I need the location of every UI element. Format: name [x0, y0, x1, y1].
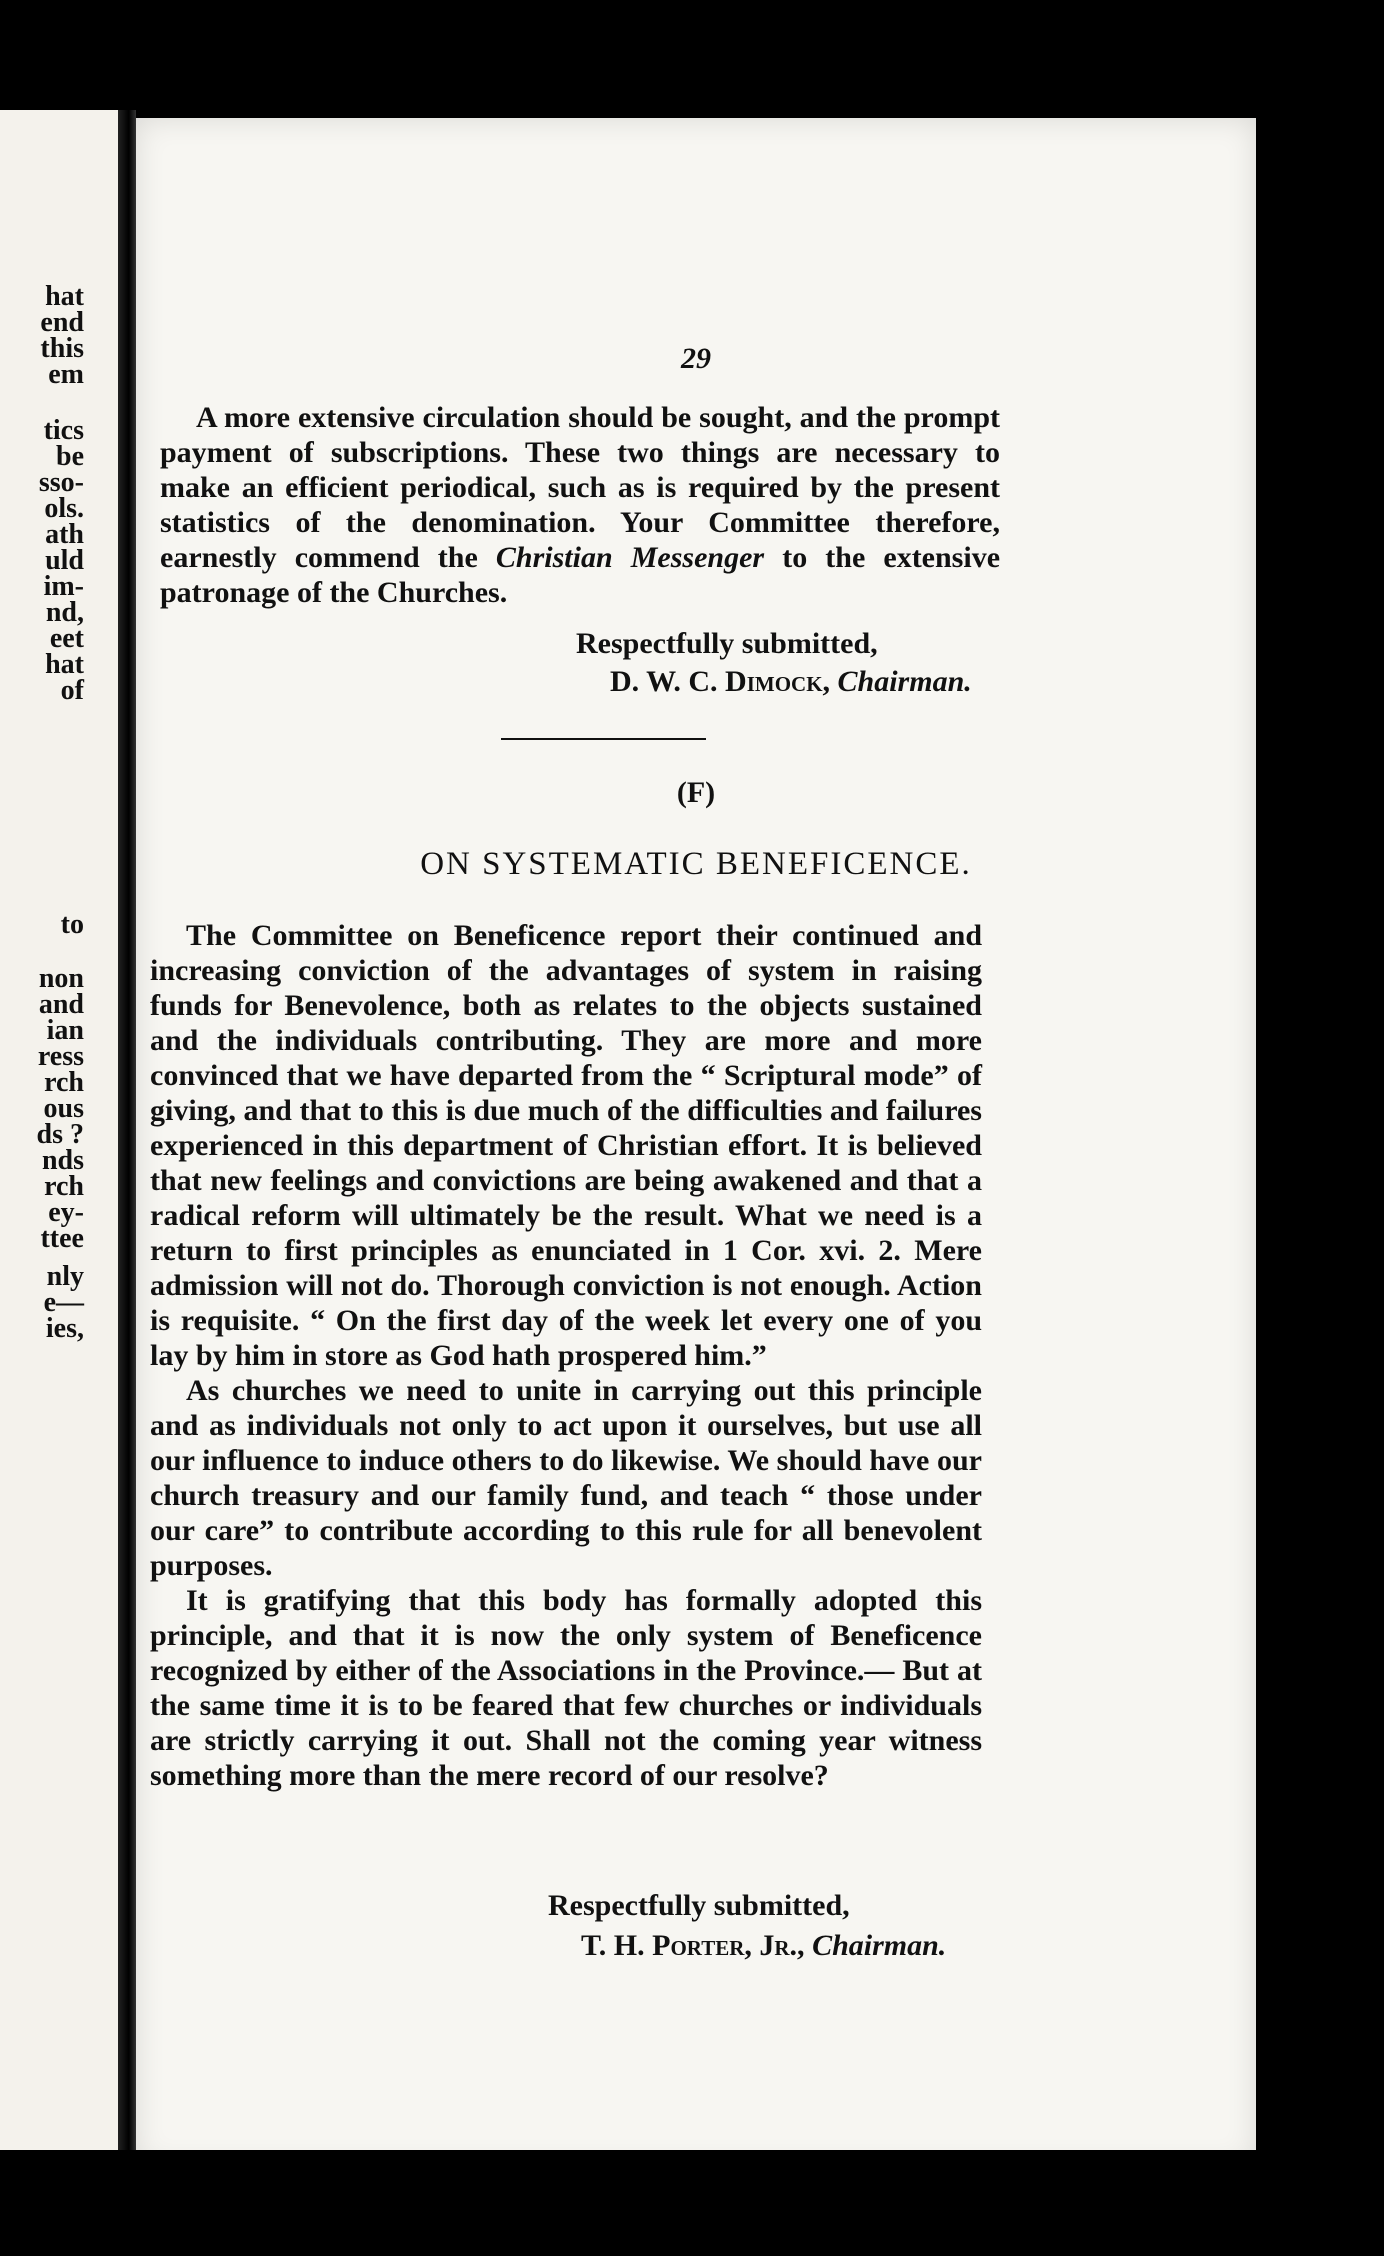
facing-page-line: end: [40, 307, 84, 338]
report-e-paragraph: A more extensive circulation should be sought, and the prompt payment of subscriptions. These two things are necessary to make an efficient periodical, such as is required by the present statistics of the denomination. Your Committee therefore, earnestly commend the Christian Messenger to the extensive patronage of the Churches.: [160, 401, 1001, 609]
facing-page-line: ous: [43, 1093, 84, 1124]
facing-page-line: ath: [45, 519, 84, 550]
page-number: 29: [681, 342, 711, 375]
report-f-closing: Respectfully submitted,: [548, 1889, 850, 1922]
publication-title: Christian Messenger: [495, 541, 765, 574]
facing-page-line: non: [38, 963, 84, 994]
facing-page-line: ds ?: [36, 1119, 84, 1150]
facing-page-line: be: [56, 441, 84, 472]
report-f-text: [150, 918, 982, 1793]
section-letter: (F): [676, 776, 716, 809]
facing-page-line: uld: [45, 545, 84, 576]
report-e-closing: Respectfully submitted,: [576, 627, 878, 660]
scan-border: [136, 2150, 1256, 2256]
report-f-paragraph-1: The Committee on Beneficence report their continued and increasing conviction of the advantages of system in raising funds for Benevolence, both as relates to the objects sustained and the individuals contributing. They are more and more convinced that we have departed from the “ Scriptural mode” of giving, and that to this is due much of the difficulties and failures experienced in this department of Christian effort. It is believed that new feelings and convictions are being awakened and that a radical reform will ultimately be the result. What we need is a return to first principles as enunciated in 1 Cor. xvi. 2. Mere admission will not do. Thorough conviction is not enough. Action is requisite. “ On the first day of the week let every one of you lay by him in store as God hath prospered him.”: [150, 919, 982, 1372]
facing-page-line: ey-: [48, 1197, 84, 1228]
facing-page-line: nd,: [45, 597, 84, 628]
facing-page-fragment: [0, 110, 118, 2150]
facing-page-line: rch: [44, 1171, 84, 1202]
facing-page-line: of: [60, 675, 84, 706]
facing-page-line: to: [60, 909, 84, 940]
facing-page-line: rch: [44, 1067, 84, 1098]
section-divider: [501, 738, 706, 740]
report-e-signature: D. W. C. Dimock, Chairman.: [610, 665, 972, 698]
report-e-text: [160, 400, 1000, 610]
facing-page-line: e—: [43, 1287, 84, 1318]
facing-page-line: hat: [45, 649, 84, 680]
section-title: ON SYSTEMATIC BENEFICENCE.: [420, 846, 972, 882]
facing-page-line: ttee: [40, 1223, 84, 1254]
facing-page-line: nds: [41, 1145, 84, 1176]
report-f-paragraph-3: It is gratifying that this body has formally adopted this principle, and that it is now the only system of Beneficence recognized by either of the Associations in the Province.— But at the same time it is to be feared that few churches or individuals are strictly carrying it out. Shall not the coming year witness something more than the mere record of our resolve?: [150, 1584, 982, 1792]
facing-page-line: and: [38, 989, 84, 1020]
facing-page-line: ian: [46, 1015, 84, 1046]
facing-page-line: tics: [43, 415, 84, 446]
facing-page-line: ols.: [44, 493, 84, 524]
document-page: [136, 118, 1256, 2166]
facing-page-line: this: [40, 333, 84, 364]
facing-page-line: ies,: [45, 1313, 84, 1344]
report-f-paragraph-2: As churches we need to unite in carrying out this principle and as individuals not only to act upon it ourselves, but use all our influence to induce others to do likewise. We should have our church treasury and our family fund, and teach “ those under our care” to contribute according to this rule for all benevolent purposes.: [150, 1374, 982, 1582]
facing-page-line: hat: [45, 281, 84, 312]
page-gutter: [118, 110, 136, 2150]
facing-page-line: im-: [43, 571, 84, 602]
report-f-signature: T. H. Porter, Jr., Chairman.: [581, 1929, 947, 1962]
facing-page-line: em: [48, 359, 84, 390]
facing-page-line: sso-: [38, 467, 84, 498]
facing-page-line: nly: [46, 1261, 84, 1292]
facing-page-line: eet: [49, 623, 84, 654]
facing-page-line: ress: [37, 1041, 84, 1072]
